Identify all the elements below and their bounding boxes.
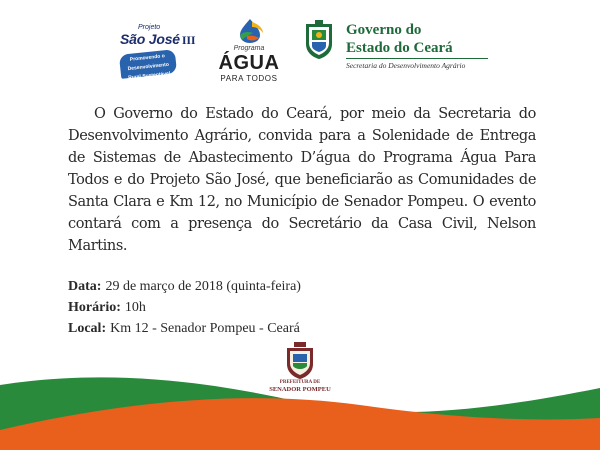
event-date-row xyxy=(68,276,301,297)
prefeitura-crest-icon xyxy=(284,342,316,380)
sao-jose-badge-line: Rural Sustentável xyxy=(127,70,171,82)
water-drop-icon xyxy=(236,18,264,44)
event-time-row xyxy=(68,297,301,318)
sao-jose-roman: III xyxy=(181,33,196,47)
governo-ceara-logo xyxy=(304,20,494,84)
sao-jose-projeto-label: Projeto xyxy=(138,24,161,31)
governo-line-1: Governo do xyxy=(346,22,422,38)
time-value: 10h xyxy=(124,300,146,315)
agua-programa-label: Programa xyxy=(233,45,265,52)
time-label: Horário: xyxy=(68,300,121,315)
coat-of-arms-icon xyxy=(304,20,334,60)
sao-jose-title xyxy=(120,31,195,48)
logo-header xyxy=(0,18,600,88)
date-label: Data: xyxy=(68,279,102,294)
sao-jose-name: São José xyxy=(120,31,180,47)
agua-para-todos-label: PARA TODOS xyxy=(220,74,278,83)
prefeitura-seal xyxy=(262,342,338,402)
governo-line-2: Estado do Ceará xyxy=(346,40,453,56)
projeto-sao-jose-logo xyxy=(118,24,200,84)
place-label: Local: xyxy=(68,321,107,336)
invitation-text: O Governo do Estado do Ceará, por meio da Secretaria do Desenvolvimento Agrário, convida para a Solenidade de Entrega de Sistemas de Abastecimento D’água do Programa Água Para Todos e do Projeto São José, que beneficiarão as Comunidades de Santa Clara e Km 12, no Município de Senador Pompeu. O evento contará com a presença do Secretário da Casa Civil, Nelson Martins. xyxy=(68,106,536,254)
agua-para-todos-logo xyxy=(218,18,280,88)
place-value: Km 12 - Senador Pompeu - Ceará xyxy=(110,321,300,336)
governo-divider xyxy=(346,58,488,59)
date-value: 29 de março de 2018 (quinta-feira) xyxy=(105,279,301,294)
sao-jose-badge-line: Promovendo o xyxy=(129,53,166,63)
sao-jose-badge xyxy=(119,49,177,82)
governo-secretaria: Secretaria do Desenvolvimento Agrário xyxy=(346,61,466,70)
event-place-row xyxy=(68,318,301,339)
prefeitura-municipio: SENADOR POMPEU xyxy=(269,386,331,393)
agua-name: ÁGUA xyxy=(218,52,280,74)
prefeitura-label: PREFEITURA DE xyxy=(279,380,321,385)
event-details xyxy=(68,276,301,339)
sao-jose-badge-line: Desenvolvimento xyxy=(127,61,170,73)
